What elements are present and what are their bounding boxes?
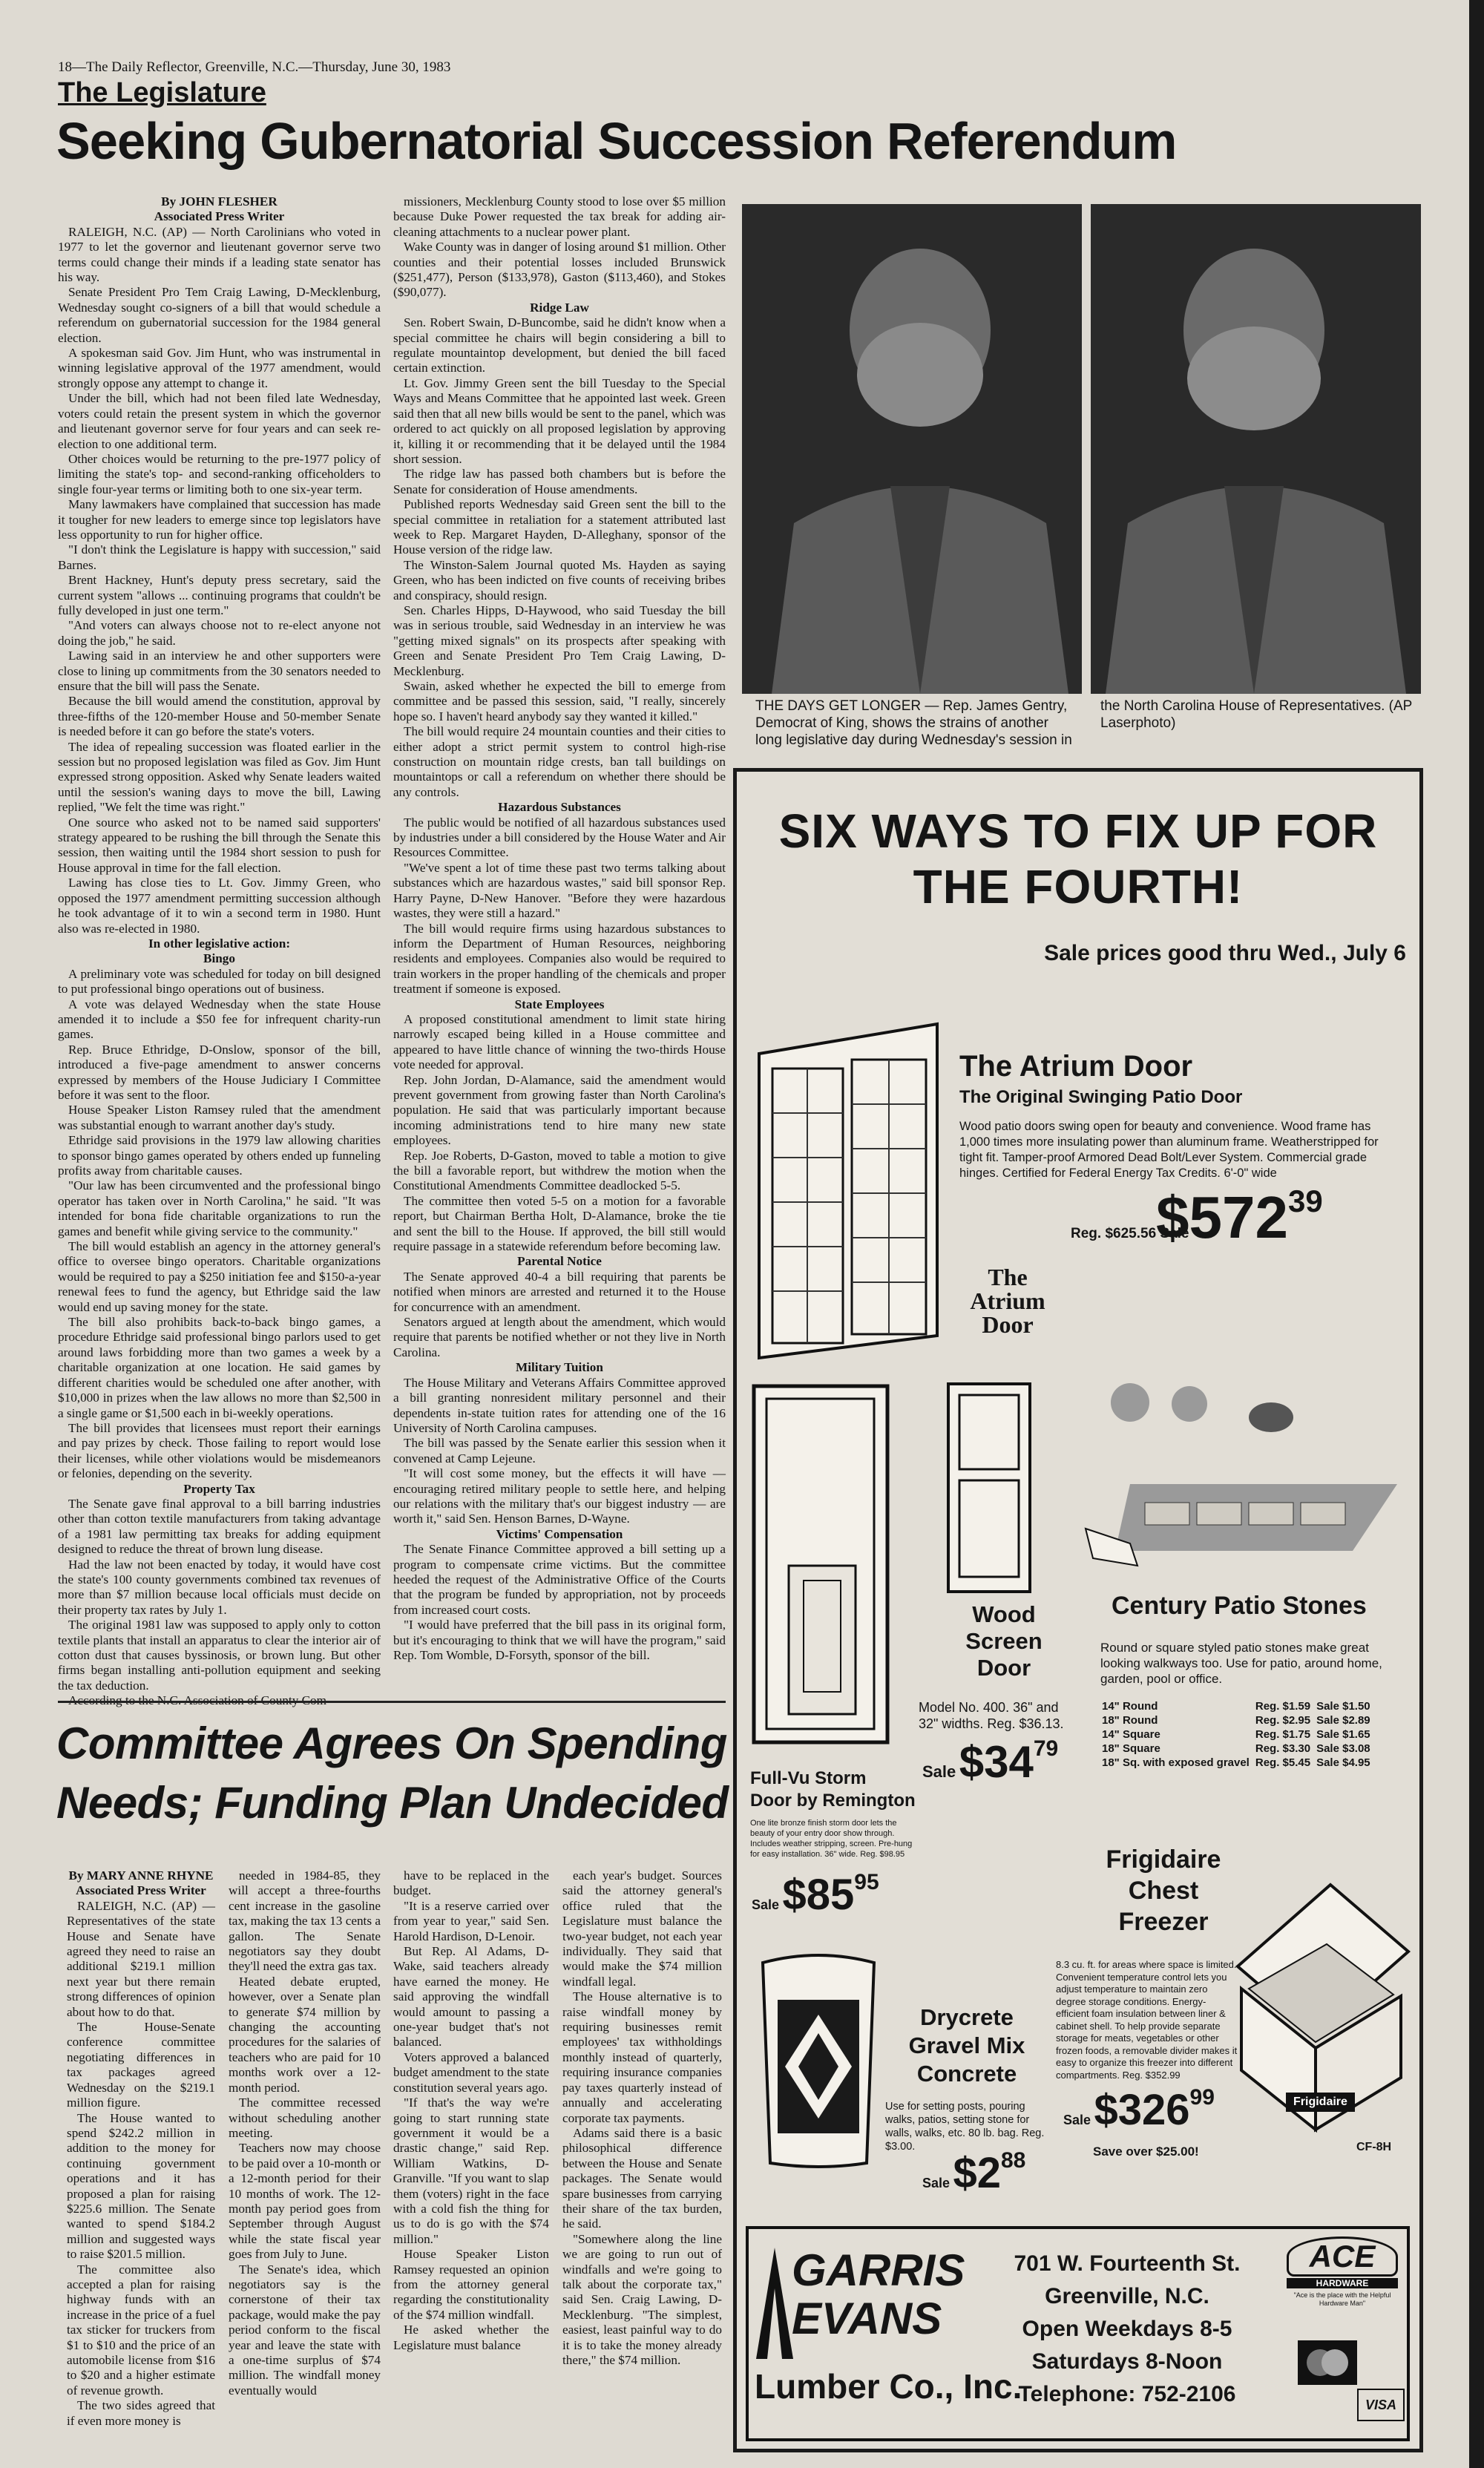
story1-col1b-paragraphs	[58, 967, 381, 1482]
atrium-price-dollars: $572	[1156, 1184, 1288, 1250]
subhead-parental-notice: Parental Notice	[517, 1254, 602, 1269]
subhead-bingo: Bingo	[203, 951, 235, 966]
story2-column-4	[562, 1868, 722, 2455]
article-paragraph: The House alternative is to raise windfall money by requiring businesses remit employees' tax withholdings monthly instead of quarterly, requiring insurance companies pay taxes quarterly instead of annually and accelerating corporate tax payments.	[562, 1989, 722, 2125]
article-paragraph: "It will cost some money, but the effects it will have — encouraging retired military people to settle here, and helping our relations with the military that's our biggest industry — are worth it," said Sen. Henson Barnes, D-Wayne.	[393, 1466, 726, 1526]
article-paragraph: But Rep. Al Adams, D-Wake, said teachers already have earned the money. He said approving the windfall would amount to passing a one-year budget that's not balanced.	[393, 1944, 549, 2049]
article-paragraph: Ethridge said provisions in the 1979 law allowing charities to sponsor bingo games operated by others ended up funneling profits away from charitable causes.	[58, 1133, 381, 1178]
article-paragraph: The bill would establish an agency in the attorney general's office to oversee bingo operators. Charitable organizations would be required to pay a $250 initiation fee and $150-a-year renewal fees to fund the agency, but Ethridge said the law would end up saving money for the state.	[58, 1239, 381, 1314]
freezer-name-3: Freezer	[1118, 1908, 1209, 1936]
article-paragraph: each year's budget. Sources said the attorney general's office ruled that the Legislature must balance the two-year budget, not each year individually. They said that would make the $74 million windfall legal.	[562, 1868, 722, 1989]
patio-price-row	[1099, 1713, 1373, 1727]
patio-price-sale: Sale $4.95	[1316, 1756, 1370, 1769]
patio-stones-rows	[1099, 1699, 1373, 1770]
photo-left-art	[742, 204, 1082, 694]
patio-stones-description: Round or square styled patio stones make great looking walkways too. Use for patio, around home, garden, pool or office.	[1100, 1641, 1382, 1686]
storm-price-dollars: $85	[782, 1871, 855, 1919]
drycrete-bag-illustration	[755, 1948, 881, 2170]
ace-tagline: "Ace is the place with the Helpful Hardware Man"	[1293, 2291, 1391, 2307]
patio-stones-illustration	[1086, 1380, 1412, 1566]
photo-caption: THE DAYS GET LONGER — Rep. James Gentry, Democrat of King, shows the strains of another long legislative day during Wednesday's session in the North Carolina House of Representatives. (AP Laserphoto)	[755, 698, 1412, 748]
patio-stones-name: Century Patio Stones	[1112, 1592, 1367, 1620]
freezer-brand-badge: Frigidaire	[1286, 2093, 1355, 2112]
article-paragraph: The Senate's idea, which negotiators say is the cornerstone of their tax package, would make the pay period conform to the fiscal year and leave the state with a one-time surplus of $74 million. The windfall money eventually would	[229, 2262, 381, 2398]
story1-col2g-paragraphs	[393, 1542, 726, 1663]
article-paragraph: Lt. Gov. Jimmy Green sent the bill Tuesday to the Special Ways and Means Committee that he appointed last week. Green said then that all new bills would be sent to the panel, which was ordered to act quickly on all proposed legislation by approving it, killing it or recommending that it be delayed until the 1984 short session.	[393, 375, 726, 466]
article-paragraph: The committee recessed without scheduling another meeting.	[229, 2095, 381, 2140]
story2-headline-line2: Needs; Funding Plan Undecided	[56, 1778, 729, 1828]
patio-price-size: 14" Round	[1102, 1700, 1158, 1713]
folio-line: 18—The Daily Reflector, Greenville, N.C.—Thursday, June 30, 1983	[58, 59, 451, 75]
article-paragraph: The two sides agreed that if even more money is	[67, 2398, 215, 2428]
store-city: Greenville, N.C.	[1045, 2284, 1209, 2308]
screen-price-cents: 79	[1033, 1736, 1059, 1761]
atrium-door-illustration	[752, 1024, 945, 1358]
article-paragraph: needed in 1984-85, they will accept a three-fourths cent increase in the gasoline tax, making the tax 13 cents a gallon. The Senate negotiators say they doubt they'll need the extra gas tax.	[229, 1868, 381, 1974]
photo-left	[742, 204, 1082, 694]
screen-price-dollars: $34	[959, 1737, 1034, 1787]
byline-name: By JOHN FLESHER	[161, 194, 278, 209]
story2-column-3	[393, 1868, 549, 2455]
storm-description: One lite bronze finish storm door lets the beauty of your entry door show through. Includes weather stripping, screen. Pre-hung for easy installation. 36" wide. Reg. $98.95	[750, 1819, 913, 1859]
byline-title: Associated Press Writer	[154, 209, 285, 224]
freezer-price-cents: 99	[1189, 2085, 1215, 2110]
article-paragraph: Because the bill would amend the constitution, approval by three-fifths of the 120-member House and 50-member Senate is needed before it can go before the state's voters.	[58, 694, 381, 739]
article-paragraph: House Speaker Liston Ramsey ruled that the amendment was substantial enough to warrant another day's study.	[58, 1103, 381, 1132]
atrium-price-cents: 39	[1287, 1184, 1323, 1218]
article-paragraph: The committee also accepted a plan for raising highway funds with an increase in the price of a fuel tax sticker for truckers from $1 to $10 and the price of an automobile license from $16 to $20 and a higher estimate of revenue growth.	[67, 2262, 215, 2398]
ad-sale-note: Sale prices good thru Wed., July 6	[1044, 941, 1406, 965]
story1-col1c-paragraphs	[58, 1497, 381, 1709]
article-paragraph: A spokesman said Gov. Jim Hunt, who was instrumental in winning legislative approval of the 1977 amendment, would strongly oppose any attempt to change it.	[58, 346, 381, 390]
patio-price-sale: Sale $2.89	[1316, 1714, 1370, 1727]
store-info	[1008, 2248, 1246, 2411]
storm-price-cents: 95	[854, 1870, 879, 1894]
story2-col2-paragraphs	[229, 1868, 381, 2398]
story2-col3-paragraphs	[393, 1868, 549, 2353]
screen-name-2: Screen	[965, 1628, 1043, 1654]
drycrete-price-dollars: $2	[953, 2149, 1001, 2197]
screen-door-name	[952, 1601, 1056, 1681]
patio-price-size: 18" Square	[1102, 1742, 1160, 1755]
story2-column-2	[229, 1868, 381, 2455]
freezer-name-2: Chest	[1128, 1877, 1199, 1905]
article-paragraph: Teachers now may choose to be paid over a 10-month or a 12-month period for their 10 months of work. The 12-month pay period goes from September through August while the state fiscal year goes from July to June.	[229, 2141, 381, 2262]
story1-col1-paragraphs	[58, 225, 381, 936]
article-paragraph: The ridge law has passed both chambers but is before the Senate for consideration of House amendments.	[393, 467, 726, 496]
article-paragraph: The public would be notified of all hazardous substances used by industries under a bill considered by the House Water and Air Resources Committee.	[393, 815, 726, 860]
story2-col1-paragraphs	[67, 1899, 215, 2429]
article-paragraph: Under the bill, which had not been filed late Wednesday, voters could retain the present system in which the governor and lieutenant governor serve for four years and can seek re-election to one additional term.	[58, 391, 381, 451]
storm-door-illustration	[748, 1380, 900, 1751]
drycrete-description: Use for setting posts, pouring walks, patios, setting stone for walls, walks, etc. 80 lb. bag. Reg. $3.00.	[885, 2101, 1045, 2153]
main-headline: Seeking Gubernatorial Succession Referendum	[56, 112, 1177, 170]
ad-headline-line1: SIX WAYS TO FIX UP FOR	[778, 804, 1378, 858]
article-paragraph: Heated debate erupted, however, over a Senate plan to generate $74 million by changing the accounting procedures for the salaries of teachers who are paid for 10 months work over a 12-month period.	[229, 1974, 381, 2095]
story2-byline-name: By MARY ANNE RHYNE	[68, 1868, 214, 1883]
garris-evans-logo-mark	[752, 2244, 797, 2363]
drycrete-sale-label: Sale	[922, 2176, 951, 2190]
atrium-regular-price: Reg. $625.56 Sale	[1071, 1226, 1189, 1241]
storm-sale-label: Sale	[752, 1897, 780, 1912]
article-paragraph: "I don't think the Legislature is happy with succession," said Barnes.	[58, 542, 381, 572]
atrium-name: The Atrium Door	[959, 1050, 1193, 1083]
visa-icon: VISA	[1357, 2389, 1405, 2421]
story1-col2b-paragraphs	[393, 315, 726, 800]
store-logo-lumber: Lumber Co., Inc.	[755, 2367, 1022, 2406]
article-paragraph: A vote was delayed Wednesday when the state House amended it to include a $50 fee for infrequent charity-run games.	[58, 997, 381, 1042]
story1-column-1	[58, 194, 381, 1693]
article-paragraph: Sen. Charles Hipps, D-Haywood, who said Tuesday the bill was in serious trouble, said Wednesday in an interview he was "getting mixed signals" on its prospects after speaking with Green and Senate President Pro Tem Craig Lawing, D-Mecklenburg.	[393, 603, 726, 678]
screen-sale-label: Sale	[922, 1762, 956, 1781]
store-hours-weekday: Open Weekdays 8-5	[1022, 2317, 1232, 2341]
mastercard-icon	[1298, 2340, 1357, 2385]
patio-price-row	[1099, 1699, 1373, 1713]
drycrete-sale-price	[922, 2148, 1025, 2198]
article-paragraph: RALEIGH, N.C. (AP) — North Carolinians who voted in 1977 to let the governor and lieutenant governor serve two terms could change their minds if a leading state senator has his way.	[58, 224, 381, 285]
freezer-name-1: Frigidaire	[1106, 1845, 1221, 1874]
article-paragraph: The committee then voted 5-5 on a motion for a favorable report, but Chairman Bertha Holt, D-Alamance, broke the tie and sent the bill to the House. If approved, the bill still would require passage in a statewide referendum before becoming law.	[393, 1193, 726, 1254]
drycrete-name	[889, 2003, 1045, 2088]
article-paragraph: have to be replaced in the budget.	[393, 1868, 549, 1898]
freezer-price-dollars: $326	[1094, 2086, 1190, 2134]
atrium-subtitle: The Original Swinging Patio Door	[959, 1087, 1243, 1107]
freezer-savings: Save over $25.00!	[1093, 2144, 1199, 2159]
article-paragraph: Lawing has close ties to Lt. Gov. Jimmy Green, who opposed the 1977 amendment permitting succession although he took advantage of it to win a second term in 1980. Hunt also was re-elected in 1980.	[58, 876, 381, 936]
article-paragraph: The House wanted to spend $242.2 million in addition to the money for continuing government operations and it has proposed a plan for raising $225.6 million. The Senate wanted to spend $184.2 million and suggested ways to raise $201.5 million.	[67, 2110, 215, 2262]
subhead-property-tax: Property Tax	[183, 1481, 255, 1496]
article-paragraph: RALEIGH, N.C. (AP) — Representatives of the state House and Senate have agreed they need to raise an additional $219.1 million next year but there remain strong differences of opinion about how to do that.	[67, 1898, 215, 2019]
drycrete-name-2: Gravel Mix	[908, 2032, 1025, 2058]
article-paragraph: The House Military and Veterans Affairs Committee approved a bill granting nonresident military personnel and their dependents in-state tuition rates for attending one of the 16 University of North Carolina campuses.	[393, 1375, 726, 1435]
store-footer	[746, 2226, 1410, 2441]
freezer-description: 8.3 cu. ft. for areas where space is limited. Convenient temperature control lets you adjust temperature to maintain zero degree storage conditions. Energy-efficient foam insulation between liner & cabinet shell. To help provide separate storage for meats, vegetables or other frozen foods, a removable divider makes it easy to organize this freezer into different compartments. Reg. $352.99	[1056, 1959, 1238, 2081]
patio-price-size: 18" Sq. with exposed gravel	[1102, 1756, 1250, 1769]
photo-right-art	[1091, 204, 1421, 694]
patio-price-row	[1099, 1756, 1373, 1770]
screen-description: Model No. 400. 36" and 32" widths. Reg. $36.13.	[919, 1700, 1064, 1731]
ad-headline-line2: THE FOURTH!	[913, 860, 1244, 913]
article-paragraph: Many lawmakers have complained that succession has made it tougher for new leaders to emerge since top legislators have less opportunity to run for higher office.	[58, 497, 381, 542]
article-paragraph: The bill provides that licensees must report their earnings and pay prizes by check. Those failing to report would lose their licenses, while other violations would be misdemeanors or felonies, depending on the severity.	[58, 1420, 381, 1481]
article-paragraph: A proposed constitutional amendment to limit state hiring narrowly escaped being killed in a House committee and appeared to have little chance of winning the two-thirds House vote needed for approval.	[393, 1011, 726, 1072]
patio-price-row	[1099, 1742, 1373, 1756]
article-paragraph: Lawing said in an interview he and other supporters were close to lining up commitments from the 30 senators needed to ensure that the bill will pass the Senate.	[58, 649, 381, 693]
article-paragraph: "I would have preferred that the bill pass in its original form, but it's encouraging to think that we will have the program," said Rep. Tom Womble, D-Forsyth, sponsor of the bill.	[393, 1618, 726, 1662]
article-paragraph: Senators argued at length about the amendment, which would require that parents be notified whether or not they live in North Carolina.	[393, 1315, 726, 1359]
freezer-sale-price	[1063, 2085, 1215, 2135]
page-edge	[1469, 0, 1484, 2468]
article-paragraph: Rep. Bruce Ethridge, D-Onslow, sponsor of the bill, introduced a five-page amendment to answer concerns expressed by members of the House Judiciary I Committee before it was sent to the floor.	[58, 1042, 381, 1102]
patio-price-size: 14" Square	[1102, 1728, 1160, 1741]
freezer-model: CF-8H	[1356, 2141, 1392, 2153]
screen-sale-price	[922, 1736, 1058, 1788]
article-paragraph: "Somewhere along the line we are going to run out of windfalls and we're going to talk about the corporate tax," said Sen. Craig Lawing, D-Mecklenburg. "The simplest, easiest, least painful way to do it is to take the money already there," the $74 million.	[562, 2231, 722, 2367]
subhead-other-action: In other legislative action:	[148, 936, 291, 951]
story1-col2e-paragraphs	[393, 1270, 726, 1360]
article-paragraph: Had the law not been enacted by today, it would have cost the state's 100 county governments combined tax revenues of more than $7 million because local officials must decide on their property tax rates by July 1.	[58, 1557, 381, 1617]
article-paragraph: "And voters can always choose not to re-elect anyone not doing the job," he said.	[58, 618, 381, 648]
patio-price-reg: Reg. $1.75	[1255, 1728, 1311, 1741]
article-paragraph: "Our law has been circumvented and the professional bingo operator has taken over in North Carolina," he said. "It was intended for bona fide charitable organizations to run the games and benefit while giving service to the community."	[58, 1178, 381, 1238]
article-paragraph: Rep. John Jordan, D-Alamance, said the amendment would prevent government from growing faster than North Carolina's population. He said that was particularly important because incoming administrations tend to hire many new state employees.	[393, 1072, 726, 1148]
article-paragraph: Wake County was in danger of losing around $1 million. Other counties and their potential losses included Brunswick ($251,477), Person ($133,978), Gaston ($113,460), and Stokes ($90,077).	[393, 240, 726, 300]
photo-right	[1091, 204, 1421, 694]
store-logo-garris: GARRIS	[792, 2245, 965, 2295]
freezer-sale-label: Sale	[1063, 2113, 1091, 2127]
storm-name-2: Door by Remington	[750, 1791, 916, 1811]
patio-price-sale: Sale $1.50	[1316, 1700, 1370, 1713]
article-paragraph: One source who asked not to be named said supporters' strategy appeared to be rushing the bill through the Senate this session, then waiting until the 1984 short session to push for House approval in time for the fall election.	[58, 815, 381, 875]
ace-logo-wordmark: ACE	[1287, 2236, 1398, 2277]
ace-hardware-ad	[733, 768, 1423, 2452]
patio-price-reg: Reg. $2.95	[1255, 1714, 1311, 1727]
article-paragraph: The original 1981 law was supposed to apply only to cotton textile plants that install an apparatus to clear the interior air of cotton dust that causes byssinosis, or brown lung. But other firms began installing anti-pollution equipment and seeking the tax deduction.	[58, 1618, 381, 1693]
article-paragraph: The idea of repealing succession was floated earlier in the session but no proposed legislation was filed as Gov. Jim Hunt expressed strong opposition. Asked why Senate leaders waited until the session's waning days to move the bill, Lawing replied, "We felt the time was right."	[58, 739, 381, 815]
screen-name-1: Wood	[972, 1601, 1036, 1627]
article-paragraph: Other choices would be returning to the pre-1977 policy of limiting the state's top- and second-ranking officeholders to single four-year terms or limiting both to one six-year term.	[58, 451, 381, 496]
story2-byline-title: Associated Press Writer	[76, 1883, 206, 1898]
story2-top-rule	[58, 1701, 726, 1703]
article-paragraph: Swain, asked whether he expected the bill to emerge from committee and be passed this session, said, "I really, sincerely hope so. I haven't heard anybody say they wanted it killed."	[393, 679, 726, 723]
storm-door-name	[750, 1768, 916, 1812]
patio-stones-price-table	[1099, 1699, 1373, 1770]
atrium-logo: The Atrium Door	[970, 1264, 1045, 1338]
store-logo-evans: EVANS	[792, 2294, 942, 2343]
patio-price-sale: Sale $1.65	[1316, 1728, 1370, 1741]
article-paragraph: The Winston-Salem Journal quoted Ms. Hayden as saying Green, who has been indicted on five counts of receiving bribes and conspiracy, should resign.	[393, 557, 726, 603]
subhead-state-employees: State Employees	[514, 997, 605, 1011]
article-paragraph: "If that's the way we're going to start running state government it would be a drastic change," said Rep. William Watkins, D-Granville. "If you want to slap them (voters) right in the face with a cold fish the thing for us to do is go with the $74 million."	[393, 2095, 549, 2246]
patio-price-size: 18" Round	[1102, 1714, 1158, 1727]
article-paragraph: The bill would require 24 mountain counties and their cities to either adopt a strict permit system to control high-rise construction on mountain ridge crests, ban tall buildings on mountaintops or call a referendum on whether there should be any controls.	[393, 724, 726, 799]
patio-price-reg: Reg. $5.45	[1255, 1756, 1311, 1769]
wood-screen-door-illustration	[945, 1380, 1034, 1595]
atrium-sale-price	[1156, 1184, 1323, 1252]
article-paragraph: The bill was passed by the Senate earlier this session when it convened at Camp Lejeune.	[393, 1436, 726, 1466]
story2-col4-paragraphs	[562, 1868, 722, 2368]
patio-price-reg: Reg. $1.59	[1255, 1700, 1311, 1713]
article-paragraph: The House-Senate conference committee negotiating differences in tax packages agreed Wednesday on the $219.1 million figure.	[67, 2020, 215, 2110]
patio-price-reg: Reg. $3.30	[1255, 1742, 1311, 1755]
story2-headline-line1: Committee Agrees On Spending	[56, 1719, 727, 1768]
story1-column-2	[393, 194, 726, 1682]
article-paragraph: The bill would require firms using hazardous substances to inform the Department of Human Resources, neighboring residents and employees. Companies also would be required to train workers in the proper handling of the chemicals and proper treatment if someone is exposed.	[393, 921, 726, 997]
article-paragraph: He asked whether the Legislature must balance	[393, 2323, 549, 2352]
store-phone: Telephone: 752-2106	[1018, 2382, 1236, 2406]
article-paragraph: The Senate Finance Committee approved a bill setting up a program to compensate crime victims. But the committee heeded the request of the Administrative Office of the Courts that the program be funded by appropriation, not by proceeds from increased court costs.	[393, 1542, 726, 1617]
ace-hardware-logo	[1287, 2236, 1398, 2308]
subhead-hazardous: Hazardous Substances	[498, 800, 621, 815]
drycrete-name-1: Drycrete	[920, 2004, 1014, 2030]
storm-sale-price	[752, 1870, 879, 1920]
store-hours-saturday: Saturdays 8-Noon	[1031, 2349, 1223, 2374]
story1-col2d-paragraphs	[393, 1012, 726, 1255]
article-paragraph: House Speaker Liston Ramsey requested an opinion from the attorney general regarding the constitutionality of the $74 million windfall.	[393, 2247, 549, 2322]
atrium-description: Wood patio doors swing open for beauty and convenience. Wood frame has 1,000 times more insulating power than aluminum frame. Weatherstripped for tight fit. Tamper-proof Armored Dead Bolt/Lever System. Commercial grade hinges. Certified for Federal Energy Tax Credits. 6'-0" wide	[959, 1120, 1379, 1180]
drycrete-name-3: Concrete	[916, 2061, 1017, 2087]
article-paragraph: The bill also prohibits back-to-back bingo games, a procedure Ethridge said professional bingo parlors used to get around laws forbidding more than two games a week by a charitable organization at one location. He said games by different charities would be scheduled one after another, with $10,000 in prizes when the law allows no more than $2,500 in a single game or $1,500 each in bi-weekly operations.	[58, 1315, 381, 1420]
subhead-victims: Victims' Compensation	[496, 1526, 623, 1541]
screen-name-3: Door	[976, 1655, 1031, 1681]
article-paragraph: missioners, Mecklenburg County stood to lose over $5 million because Duke Power requested the tax break for adding air-cleaning attachments to a nuclear power plant.	[393, 194, 726, 239]
article-paragraph: Voters approved a balanced budget amendment to the state constitution several years ago.	[393, 2049, 550, 2095]
article-paragraph: Senate President Pro Tem Craig Lawing, D-Mecklenburg, Wednesday sought co-signers of a bill that would schedule a referendum on gubernatorial succession for the 1984 general election.	[58, 285, 381, 345]
article-paragraph: "We've spent a lot of time these past two terms talking about substances which are hazardous wastes," said bill sponsor Rep. Harry Payne, D-New Hanover. "Before they were hazardous wastes, they were still a hazard."	[393, 860, 726, 921]
story1-col2f-paragraphs	[393, 1376, 726, 1527]
section-title: The Legislature	[58, 77, 266, 108]
freezer-name	[1074, 1844, 1252, 1937]
article-paragraph: Sen. Robert Swain, D-Buncombe, said he didn't know when a special committee he chairs will begin considering a bill to regulate mountaintop development, but denied the bill faced certain extinction.	[393, 315, 726, 375]
store-address: 701 W. Fourteenth St.	[1014, 2251, 1241, 2276]
storm-name-1: Full-Vu Storm	[750, 1768, 867, 1788]
article-paragraph: Published reports Wednesday said Green sent the bill to the special committee in retaliation for a statement attributed last week to Rep. Margaret Hayden, D-Alleghany, sponsor of the House version of the ridge law.	[393, 497, 726, 557]
article-paragraph: The Senate approved 40-4 a bill requiring that parents be notified when minors are arrested and returned it to the House for concurrence with an amendment.	[393, 1269, 726, 1314]
ace-logo-subtitle: HARDWARE	[1287, 2278, 1398, 2288]
article-paragraph: "It is a reserve carried over from year to year," said Sen. Harold Hardison, D-Lenoir.	[393, 1898, 549, 1943]
article-paragraph: Rep. Joe Roberts, D-Gaston, moved to table a motion to give the bill a favorable report, but withdrew the motion when the Constitutional Amendments Committee deadlocked 5-5.	[393, 1148, 726, 1193]
article-paragraph: Adams said there is a basic philosophical difference between the House and Senate packages. The Senate would spare businesses from carrying their share of the tax burden, he said.	[562, 2125, 722, 2231]
story1-col2c-paragraphs	[393, 815, 726, 997]
subhead-ridge-law: Ridge Law	[530, 300, 589, 315]
subhead-military-tuition: Military Tuition	[516, 1360, 603, 1375]
story2-column-1	[67, 1868, 215, 2455]
patio-price-sale: Sale $3.08	[1316, 1742, 1370, 1755]
patio-price-row	[1099, 1727, 1373, 1742]
story1-col2-paragraphs	[393, 194, 726, 301]
drycrete-price-cents: 88	[1001, 2148, 1026, 2173]
article-paragraph: The Senate gave final approval to a bill barring industries other than cotton textile manufacturers from taking advantage of a 1981 law permitting tax breaks for adding equipment designed to reduce the threat of brown lung disease.	[58, 1496, 381, 1557]
article-paragraph: A preliminary vote was scheduled for today on bill designed to put professional bingo operations out of business.	[58, 966, 381, 997]
article-paragraph: Brent Hackney, Hunt's deputy press secretary, said the current system "allows ... continuing programs that couldn't be fully developed in just one term."	[58, 573, 381, 617]
